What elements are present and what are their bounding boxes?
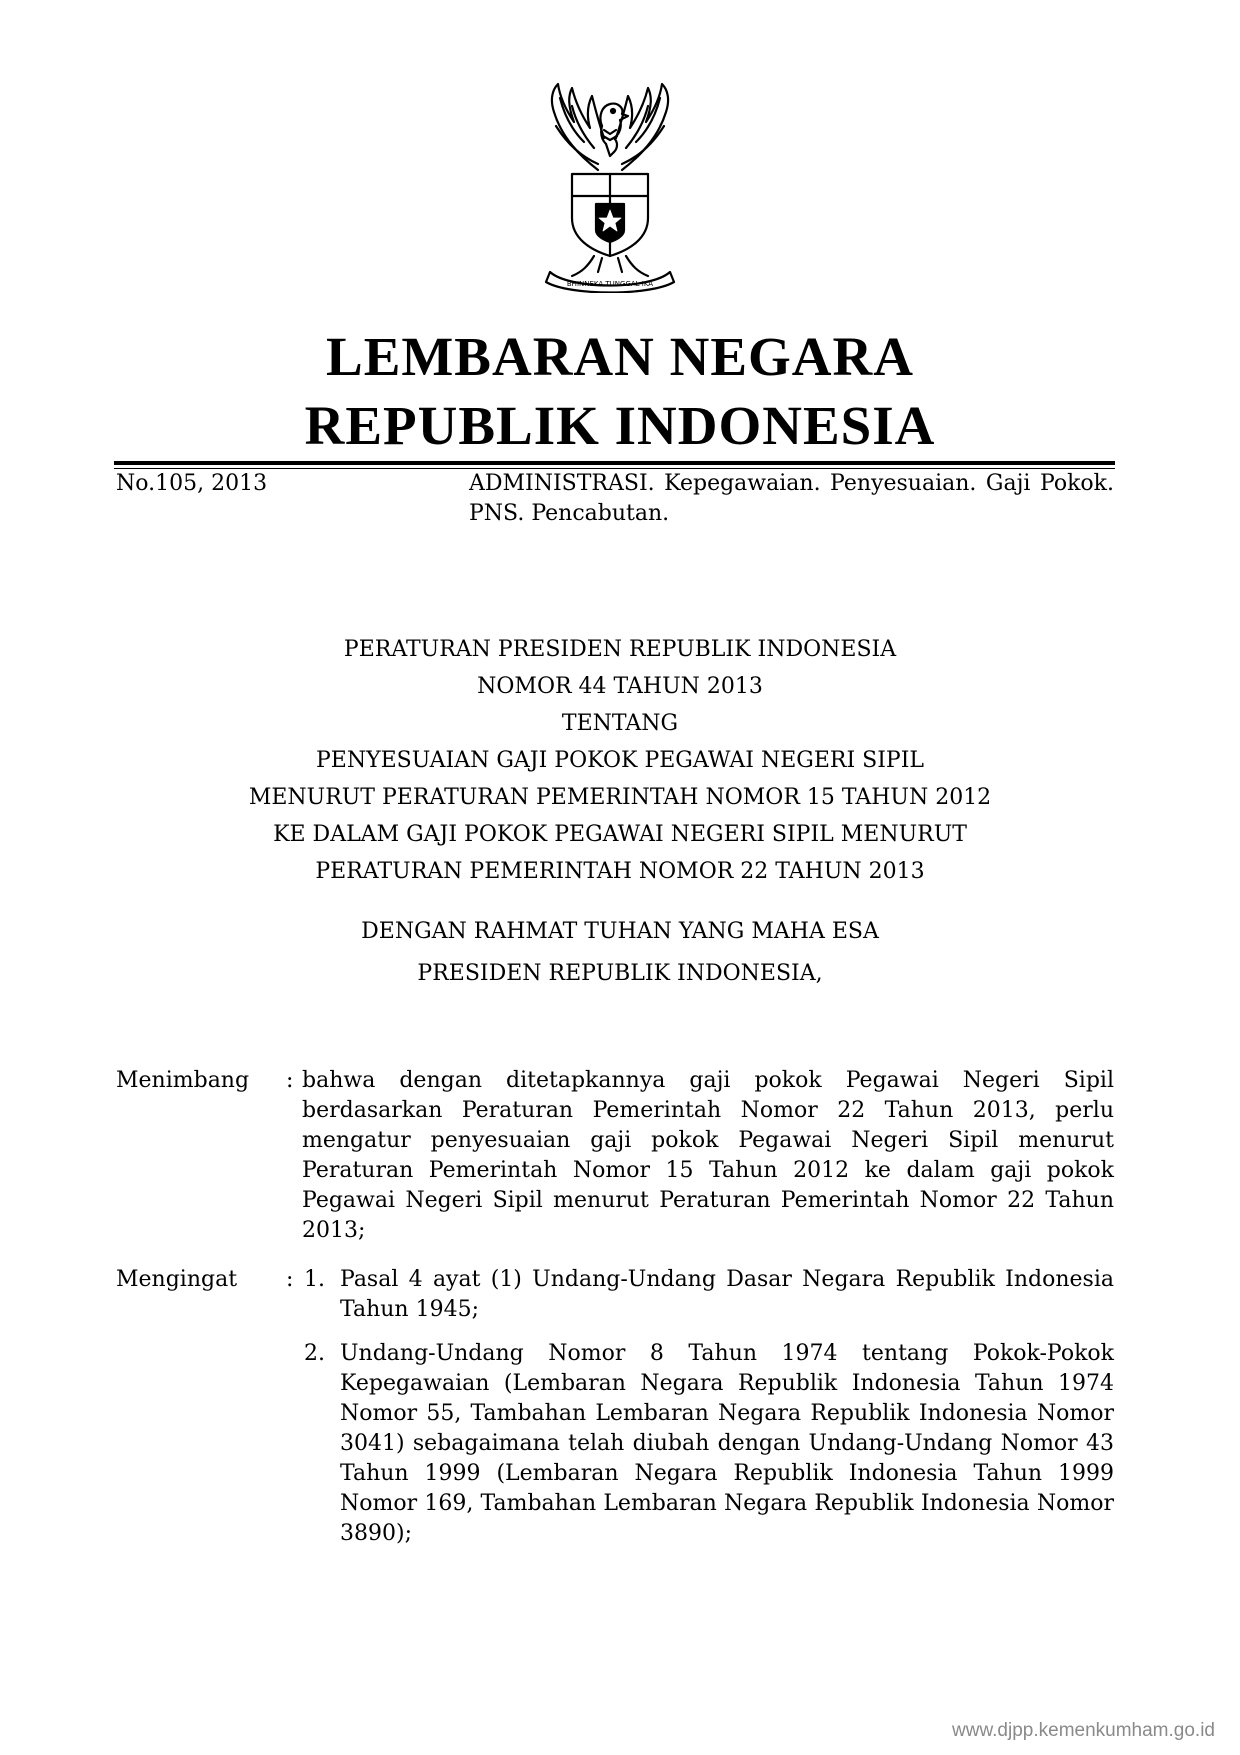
masthead-rule-thick (114, 461, 1115, 465)
title-line: PERATURAN PRESIDEN REPUBLIK INDONESIA (343, 637, 897, 662)
title-line: NOMOR 44 TAHUN 2013 (477, 674, 763, 699)
menimbang-label: Menimbang (116, 1068, 250, 1093)
menimbang-text: bahwa dengan ditetapkannya gaji pokok Pegawai Negeri Sipil berdasarkan Peraturan Pemerintah Nomor 22 Tahun 2013, perlu mengatur penyesuaian gaji pokok Pegawai Negeri Sipil menurut Peraturan Pemerintah Nomor 15 Tahun 2012 ke dalam gaji pokok Pegawai Negeri Sipil menurut Peraturan Pemerintah Nomor 22 Tahun 2013; (302, 1068, 1114, 1243)
mengingat-item-text: Undang-Undang Nomor 8 Tahun 1974 tentang Pokok-Pokok Kepegawaian (Lembaran Negara Republik Indonesia Tahun 1974 Nomor 55, Tambahan Lembaran Negara Republik Indonesia Nomor 3041) sebagaimana telah diubah dengan Undang-Undang Nomor 43 Tahun 1999 (Lembaran Negara Republik Indonesia Tahun 1999 Nomor 169, Tambahan Lembaran Negara Republik Indonesia Nomor 3890); (340, 1341, 1114, 1546)
opening-line: DENGAN RAHMAT TUHAN YANG MAHA ESA (361, 919, 879, 944)
title-line: TENTANG (561, 711, 679, 736)
masthead-title: LEMBARAN NEGARA (326, 326, 914, 387)
mengingat-item-text: Pasal 4 ayat (1) Undang-Undang Dasar Negara Republik Indonesia Tahun 1945; (340, 1267, 1114, 1322)
menimbang-colon: : (286, 1068, 294, 1093)
title-line: MENURUT PERATURAN PEMERINTAH NOMOR 15 TAHUN 2012 (248, 785, 992, 810)
garuda-emblem (510, 78, 710, 293)
title-line: KE DALAM GAJI POKOK PEGAWAI NEGERI SIPIL MENURUT (273, 822, 967, 847)
regulation-title (0, 631, 1240, 890)
opening-formula (0, 911, 1240, 995)
mengingat-item-number: 1. (304, 1267, 325, 1292)
title-line: PERATURAN PEMERINTAH NOMOR 22 TAHUN 2013 (315, 859, 925, 884)
title-line: PENYESUAIAN GAJI POKOK PEGAWAI NEGERI SIPIL (315, 748, 925, 773)
issue-number: No.105, 2013 (116, 471, 268, 496)
opening-line: PRESIDEN REPUBLIK INDONESIA, (417, 961, 823, 986)
mengingat-colon: : (286, 1267, 294, 1292)
mengingat-item-number: 2. (304, 1341, 325, 1366)
issue-subject: ADMINISTRASI. Kepegawaian. Penyesuaian. Gaji Pokok. PNS. Pencabutan. (469, 471, 1114, 526)
masthead-subtitle: REPUBLIK INDONESIA (304, 395, 936, 456)
mengingat-label: Mengingat (116, 1267, 238, 1292)
footer-url: www.djpp.kemenkumham.go.id (952, 1720, 1215, 1741)
svg-text:BHINNEKA TUNGGAL IKA: BHINNEKA TUNGGAL IKA (566, 280, 654, 288)
